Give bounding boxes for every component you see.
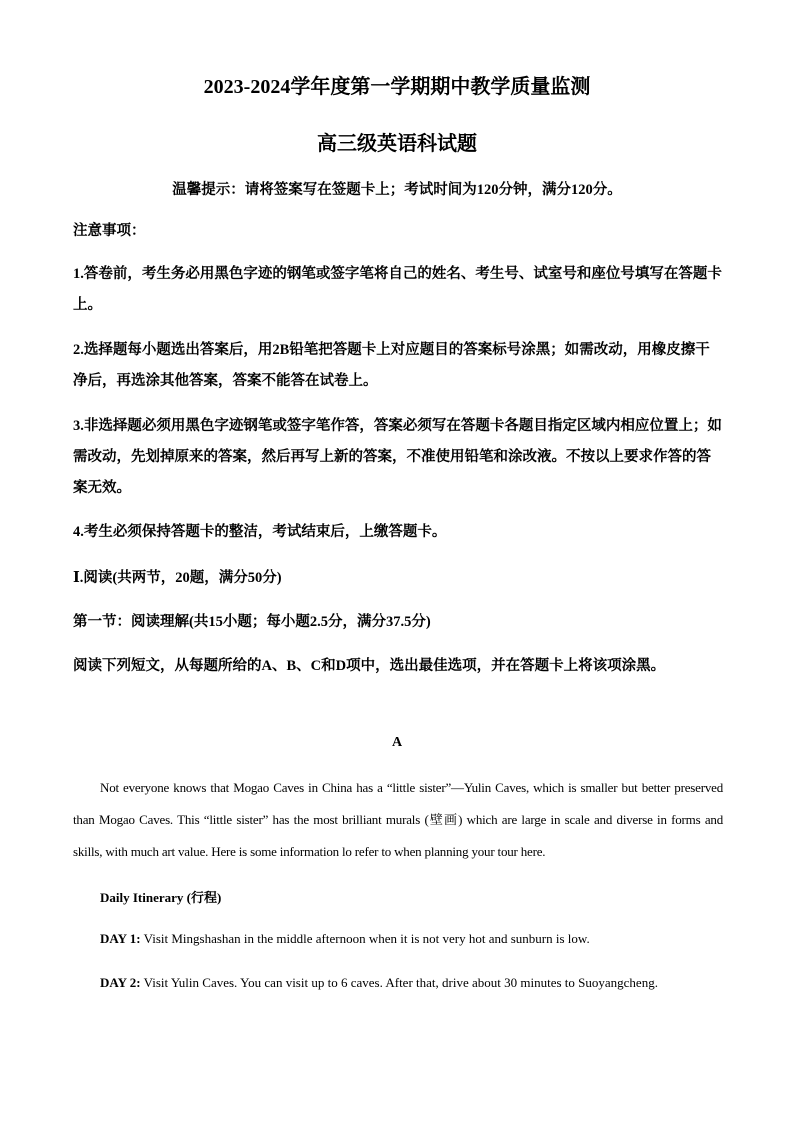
notice-item-1: 1.答卷前，考生务必用黑色字迹的钢笔或签字笔将自己的姓名、考生号、试室号和座位号填写在答题卡上。: [73, 266, 722, 313]
itinerary-heading: Daily Itinerary (行程): [100, 890, 222, 905]
day-2-label: DAY 2:: [100, 975, 141, 990]
part1-heading: Ⅰ.阅读(共两节，20题，满分50分): [73, 570, 282, 586]
exam-hint: 温馨提示：请将签案写在签题卡上；考试时间为120分钟，满分120分。: [172, 182, 622, 198]
exam-subtitle: 高三级英语科试题: [317, 133, 477, 155]
day-2-text: Visit Yulin Caves. You can visit up to 6 caves. After that, drive about 30 minutes to Suoyangcheng.: [140, 975, 658, 990]
exam-title: 2023-2024学年度第一学期期中教学质量监测: [203, 76, 591, 98]
itinerary-day-2: [100, 975, 740, 991]
notice-item-2: 2.选择题每小题选出答案后，用2B铅笔把答题卡上对应题目的答案标号涂黑；如需改动，用橡皮擦干净后，再选涂其他答案，答案不能答在试卷上。: [73, 342, 710, 389]
day-1-label: DAY 1:: [100, 931, 141, 946]
notice-item-3: 3.非选择题必须用黑色字迹钢笔或签字笔作答，答案必须写在答题卡各题目指定区域内相应位置上；如需改动，先划掉原来的答案，然后再写上新的答案，不准使用铅笔和涂改液。不按以上要求作答的答案无效。: [73, 418, 722, 496]
day-1-text: Visit Mingshashan in the middle afternoon when it is not very hot and sunburn is low.: [140, 931, 590, 946]
passage-intro: Not everyone knows that Mogao Caves in China has a “little sister”—Yulin Caves, which is smaller but better preserved than Mogao Caves. This “little sister” has the most brilliant murals (壁画) which are large in scale and diverse in forms and skills, with much art value. Here is some information lo refer to when planning your tour here.: [73, 780, 723, 859]
section1-heading: 第一节：阅读理解(共15小题；每小题2.5分，满分37.5分): [73, 614, 431, 630]
passage-label: A: [391, 735, 403, 750]
notice-item-4: 4.考生必须保持答题卡的整洁，考试结束后，上缴答题卡。: [73, 524, 447, 540]
reading-instruction: 阅读下列短文，从每题所给的A、B、C和D项中，选出最佳选项，并在答题卡上将该项涂黑。: [73, 658, 666, 674]
notice-heading: 注意事项：: [73, 223, 146, 239]
itinerary-day-1: [100, 931, 740, 947]
